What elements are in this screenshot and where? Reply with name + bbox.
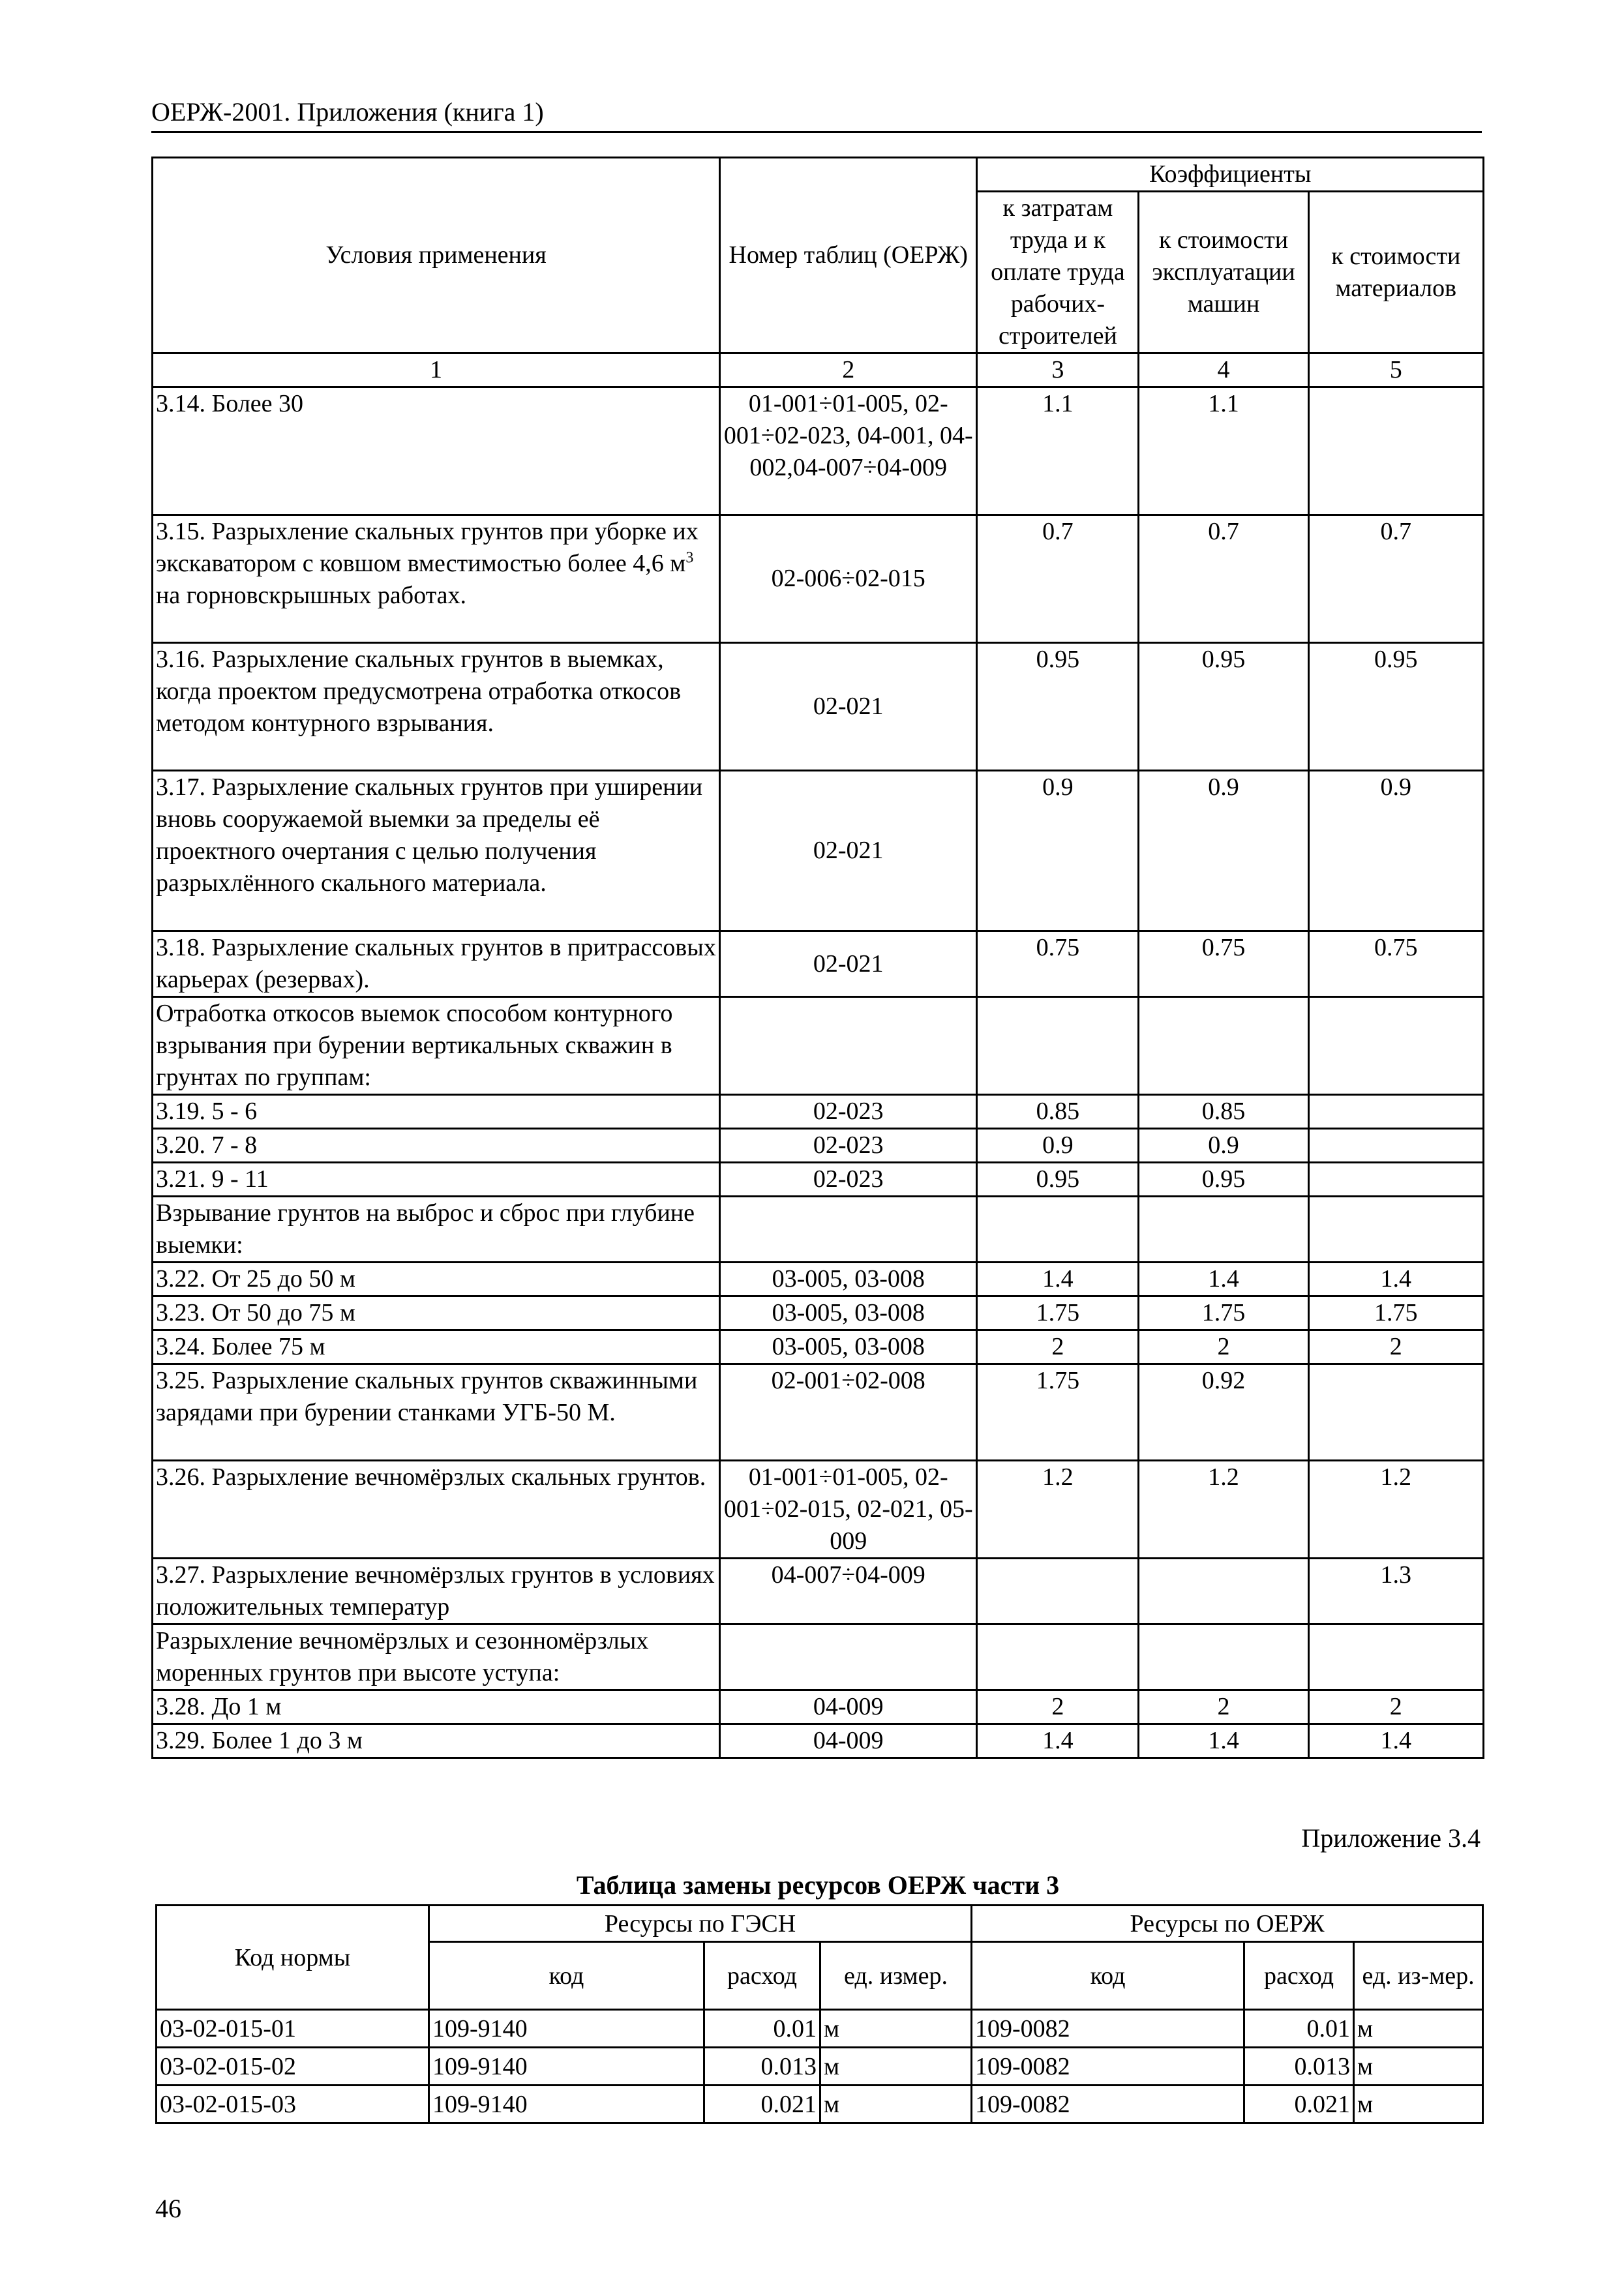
table-row xyxy=(153,997,1484,1095)
table-row xyxy=(153,1364,1484,1461)
table-row xyxy=(153,1163,1484,1197)
materials-coefficient-cell: 0.9 xyxy=(1308,771,1483,931)
table-number-cell: 04-007÷04-009 xyxy=(720,1559,977,1624)
header-coefficients: Коэффициенты xyxy=(977,158,1484,192)
table-number-cell: 01-001÷01-005, 02-001÷02-015, 02-021, 05-009 xyxy=(720,1461,977,1559)
materials-coefficient-cell: 1.4 xyxy=(1308,1263,1483,1296)
condition-cell: 3.14. Более 30 xyxy=(153,387,720,515)
column-number: 5 xyxy=(1308,353,1483,387)
oerzh-rate-cell: 0.01 xyxy=(1244,2010,1354,2048)
oerzh-code-cell: 109-0082 xyxy=(972,2010,1244,2048)
gesn-rate-cell: 0.021 xyxy=(704,2086,820,2123)
header-labor: к затратам труда и к оплате труда рабочих-строителей xyxy=(977,192,1139,353)
condition-cell: 3.15. Разрыхление скальных грунтов при уборке их экскаватором с ковшом вместимостью более 4,6 $м^3$ на горновскрышных работах. xyxy=(153,515,720,643)
materials-coefficient-cell xyxy=(1308,1364,1483,1461)
gesn-unit-cell: м xyxy=(820,2010,972,2048)
table-row xyxy=(153,1690,1484,1724)
oerzh-unit-cell: м xyxy=(1354,2010,1483,2048)
table-row xyxy=(153,387,1484,515)
table-row xyxy=(153,1263,1484,1296)
column-number: 2 xyxy=(720,353,977,387)
labor-coefficient-cell: 0.95 xyxy=(977,643,1139,771)
table-row xyxy=(153,1129,1484,1163)
machines-coefficient-cell: 0.75 xyxy=(1139,931,1308,997)
header-materials: к стоимости материалов xyxy=(1308,192,1483,353)
materials-coefficient-cell xyxy=(1308,1197,1483,1263)
header-gesn-unit: ед. измер. xyxy=(820,1942,972,2010)
header-gesn-code: код xyxy=(429,1942,704,2010)
labor-coefficient-cell xyxy=(977,1624,1139,1690)
oerzh-code-cell: 109-0082 xyxy=(972,2086,1244,2123)
materials-coefficient-cell: 0.75 xyxy=(1308,931,1483,997)
labor-coefficient-cell: 0.85 xyxy=(977,1095,1139,1129)
labor-coefficient-cell: 1.1 xyxy=(977,387,1139,515)
resource-replacement-table xyxy=(155,1904,1484,2124)
machines-coefficient-cell: 0.95 xyxy=(1139,643,1308,771)
header-oerzh-code: код xyxy=(972,1942,1244,2010)
table-number-cell xyxy=(720,997,977,1095)
materials-coefficient-cell xyxy=(1308,997,1483,1095)
table-row xyxy=(157,2010,1483,2048)
table-row xyxy=(157,2048,1483,2086)
table-number-cell: 03-005, 03-008 xyxy=(720,1330,977,1364)
table-row xyxy=(153,771,1484,931)
condition-cell: 3.25. Разрыхление скальных грунтов скважинными зарядами при бурении станками УГБ-50 М. xyxy=(153,1364,720,1461)
table-number-cell: 01-001÷01-005, 02-001÷02-023, 04-001, 04-002,04-007÷04-009 xyxy=(720,387,977,515)
machines-coefficient-cell: 1.4 xyxy=(1139,1724,1308,1758)
table-number-cell: 02-023 xyxy=(720,1095,977,1129)
running-header: ОЕРЖ-2001. Приложения (книга 1) xyxy=(151,97,1482,133)
resource-table-title: Таблица замены ресурсов ОЕРЖ части 3 xyxy=(576,1870,1060,1900)
labor-coefficient-cell: 0.7 xyxy=(977,515,1139,643)
materials-coefficient-cell xyxy=(1308,387,1483,515)
materials-coefficient-cell: 0.95 xyxy=(1308,643,1483,771)
gesn-unit-cell: м xyxy=(820,2048,972,2086)
appendix-label: Приложение 3.4 xyxy=(1301,1823,1481,1853)
labor-coefficient-cell: 0.75 xyxy=(977,931,1139,997)
table-row xyxy=(153,643,1484,771)
table-row xyxy=(153,515,1484,643)
labor-coefficient-cell: 2 xyxy=(977,1690,1139,1724)
table-number-cell: 02-021 xyxy=(720,771,977,931)
labor-coefficient-cell: 1.75 xyxy=(977,1364,1139,1461)
materials-coefficient-cell xyxy=(1308,1163,1483,1197)
column-number: 1 xyxy=(153,353,720,387)
table-row xyxy=(153,1095,1484,1129)
norm-code-cell: 03-02-015-01 xyxy=(157,2010,429,2048)
header-oerzh-rate: расход xyxy=(1244,1942,1354,2010)
table-row xyxy=(157,2086,1483,2123)
machines-coefficient-cell xyxy=(1139,1559,1308,1624)
table-row xyxy=(153,1197,1484,1263)
labor-coefficient-cell: 0.95 xyxy=(977,1163,1139,1197)
table-number-cell: 03-005, 03-008 xyxy=(720,1296,977,1330)
condition-cell: 3.21. 9 - 11 xyxy=(153,1163,720,1197)
materials-coefficient-cell: 1.2 xyxy=(1308,1461,1483,1559)
table-row xyxy=(153,1724,1484,1758)
table-number-cell: 04-009 xyxy=(720,1690,977,1724)
materials-coefficient-cell: 0.7 xyxy=(1308,515,1483,643)
oerzh-unit-cell: м xyxy=(1354,2086,1483,2123)
table-number-cell: 02-006÷02-015 xyxy=(720,515,977,643)
materials-coefficient-cell: 1.4 xyxy=(1308,1724,1483,1758)
oerzh-rate-cell: 0.013 xyxy=(1244,2048,1354,2086)
machines-coefficient-cell: 1.2 xyxy=(1139,1461,1308,1559)
machines-coefficient-cell: 1.1 xyxy=(1139,387,1308,515)
header-table-number: Номер таблиц (ОЕРЖ) xyxy=(720,158,977,353)
materials-coefficient-cell: 2 xyxy=(1308,1690,1483,1724)
condition-cell: 3.26. Разрыхление вечномёрзлых скальных грунтов. xyxy=(153,1461,720,1559)
gesn-unit-cell: м xyxy=(820,2086,972,2123)
labor-coefficient-cell: 2 xyxy=(977,1330,1139,1364)
condition-cell: 3.16. Разрыхление скальных грунтов в выемках, когда проектом предусмотрена отработка откосов методом контурного взрывания. xyxy=(153,643,720,771)
norm-code-cell: 03-02-015-03 xyxy=(157,2086,429,2123)
machines-coefficient-cell: 0.9 xyxy=(1139,771,1308,931)
table-number-cell: 04-009 xyxy=(720,1724,977,1758)
group-heading-cell: Отработка откосов выемок способом контурного взрывания при бурении вертикальных скважин в грунтах по группам: xyxy=(153,997,720,1095)
gesn-rate-cell: 0.013 xyxy=(704,2048,820,2086)
condition-cell: 3.19. 5 - 6 xyxy=(153,1095,720,1129)
machines-coefficient-cell: 2 xyxy=(1139,1330,1308,1364)
table-row xyxy=(153,1559,1484,1624)
materials-coefficient-cell xyxy=(1308,1095,1483,1129)
condition-cell: 3.28. До 1 м xyxy=(153,1690,720,1724)
header-oerzh-unit: ед. из-мер. xyxy=(1354,1942,1483,2010)
machines-coefficient-cell: 0.95 xyxy=(1139,1163,1308,1197)
materials-coefficient-cell: 1.3 xyxy=(1308,1559,1483,1624)
condition-cell: 3.27. Разрыхление вечномёрзлых грунтов в условиях положительных температур xyxy=(153,1559,720,1624)
machines-coefficient-cell: 0.7 xyxy=(1139,515,1308,643)
gesn-code-cell: 109-9140 xyxy=(429,2048,704,2086)
table-number-cell: 02-021 xyxy=(720,643,977,771)
column-number: 3 xyxy=(977,353,1139,387)
table-number-cell: 02-023 xyxy=(720,1163,977,1197)
header-gesn-resources: Ресурсы по ГЭСН xyxy=(429,1906,972,1942)
labor-coefficient-cell: 1.2 xyxy=(977,1461,1139,1559)
table-number-cell: 02-023 xyxy=(720,1129,977,1163)
condition-cell: 3.18. Разрыхление скальных грунтов в притрассовых карьерах (резервах). xyxy=(153,931,720,997)
coefficients-table xyxy=(151,157,1484,1759)
gesn-rate-cell: 0.01 xyxy=(704,2010,820,2048)
labor-coefficient-cell: 0.9 xyxy=(977,1129,1139,1163)
header-oerzh-resources: Ресурсы по ОЕРЖ xyxy=(972,1906,1483,1942)
header-machines: к стоимости эксплуатации машин xyxy=(1139,192,1308,353)
page-number: 46 xyxy=(155,2194,181,2223)
table-number-cell xyxy=(720,1624,977,1690)
condition-cell: 3.17. Разрыхление скальных грунтов при уширении вновь сооружаемой выемки за пределы её проектного очертания с целью получения разрыхлённого скального материала. xyxy=(153,771,720,931)
labor-coefficient-cell xyxy=(977,997,1139,1095)
header-norm-code: Код нормы xyxy=(157,1906,429,2010)
oerzh-unit-cell: м xyxy=(1354,2048,1483,2086)
oerzh-code-cell: 109-0082 xyxy=(972,2048,1244,2086)
table-row xyxy=(153,1296,1484,1330)
materials-coefficient-cell xyxy=(1308,1129,1483,1163)
machines-coefficient-cell: 1.75 xyxy=(1139,1296,1308,1330)
column-number: 4 xyxy=(1139,353,1308,387)
oerzh-rate-cell: 0.021 xyxy=(1244,2086,1354,2123)
table-number-cell: 02-001÷02-008 xyxy=(720,1364,977,1461)
machines-coefficient-cell: 0.85 xyxy=(1139,1095,1308,1129)
group-heading-cell: Разрыхление вечномёрзлых и сезонномёрзлых моренных грунтов при высоте уступа: xyxy=(153,1624,720,1690)
labor-coefficient-cell xyxy=(977,1559,1139,1624)
labor-coefficient-cell xyxy=(977,1197,1139,1263)
labor-coefficient-cell: 1.4 xyxy=(977,1724,1139,1758)
machines-coefficient-cell: 2 xyxy=(1139,1690,1308,1724)
table-number-cell: 02-021 xyxy=(720,931,977,997)
machines-coefficient-cell xyxy=(1139,1624,1308,1690)
norm-code-cell: 03-02-015-02 xyxy=(157,2048,429,2086)
table-row xyxy=(153,931,1484,997)
gesn-code-cell: 109-9140 xyxy=(429,2010,704,2048)
condition-cell: 3.29. Более 1 до 3 м xyxy=(153,1724,720,1758)
machines-coefficient-cell xyxy=(1139,997,1308,1095)
materials-coefficient-cell: 2 xyxy=(1308,1330,1483,1364)
machines-coefficient-cell: 1.4 xyxy=(1139,1263,1308,1296)
condition-cell: 3.24. Более 75 м xyxy=(153,1330,720,1364)
materials-coefficient-cell xyxy=(1308,1624,1483,1690)
table-number-cell: 03-005, 03-008 xyxy=(720,1263,977,1296)
labor-coefficient-cell: 1.75 xyxy=(977,1296,1139,1330)
table-row xyxy=(153,1461,1484,1559)
condition-cell: 3.20. 7 - 8 xyxy=(153,1129,720,1163)
machines-coefficient-cell xyxy=(1139,1197,1308,1263)
table-number-cell xyxy=(720,1197,977,1263)
materials-coefficient-cell: 1.75 xyxy=(1308,1296,1483,1330)
table-row xyxy=(153,1330,1484,1364)
machines-coefficient-cell: 0.9 xyxy=(1139,1129,1308,1163)
group-heading-cell: Взрывание грунтов на выброс и сброс при глубине выемки: xyxy=(153,1197,720,1263)
table-row xyxy=(153,1624,1484,1690)
condition-cell: 3.23. От 50 до 75 м xyxy=(153,1296,720,1330)
condition-cell: 3.22. От 25 до 50 м xyxy=(153,1263,720,1296)
gesn-code-cell: 109-9140 xyxy=(429,2086,704,2123)
header-conditions: Условия применения xyxy=(153,158,720,353)
labor-coefficient-cell: 0.9 xyxy=(977,771,1139,931)
labor-coefficient-cell: 1.4 xyxy=(977,1263,1139,1296)
header-gesn-rate: расход xyxy=(704,1942,820,2010)
machines-coefficient-cell: 0.92 xyxy=(1139,1364,1308,1461)
